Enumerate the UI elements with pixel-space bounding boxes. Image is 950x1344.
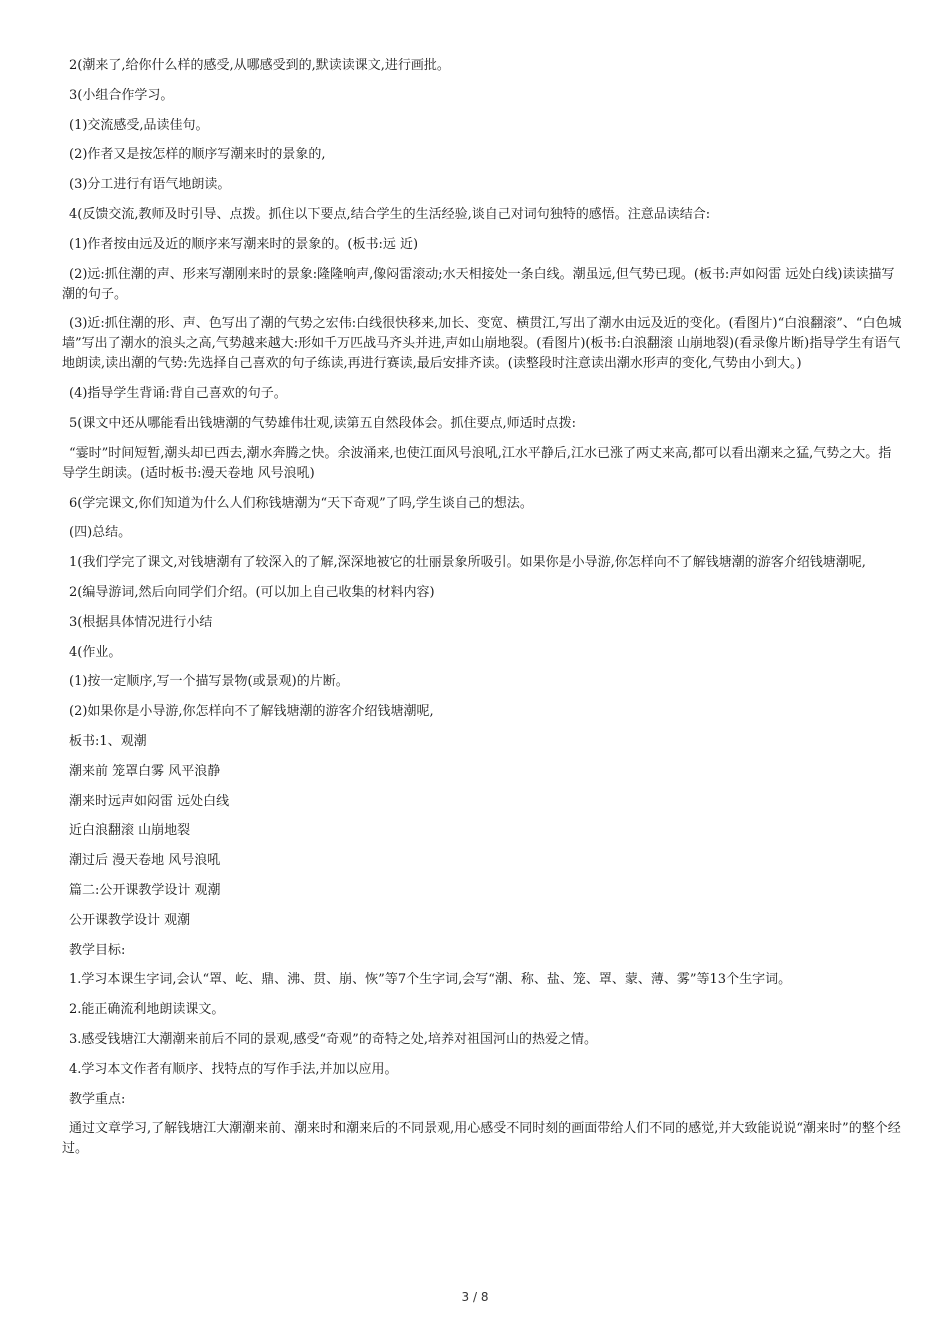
paragraph-5: (3)分工进行有语气地朗读。 [69, 177, 231, 193]
lesson-plan-title: 公开课教学设计 观潮 [69, 912, 191, 928]
paragraph-1: 2(潮来了,给你什么样的感受,从哪感受到的,默读读课文,进行画批。 [69, 58, 450, 73]
paragraph-7: (1)作者按由远及近的顺序来写潮来时的景象的。(板书:远 近) [69, 236, 419, 252]
objective-3: 3.感受钱塘江大潮潮来前后不同的景观,感受“奇观”的奇特之处,培养对祖国河山的热爱之情。 [69, 1031, 597, 1047]
paragraph-4: (2)作者又是按怎样的顺序写潮来时的景象的, [69, 147, 326, 163]
paragraph-16: 2(编导游词,然后向同学们介绍。(可以加上自己收集的材料内容) [69, 584, 435, 600]
paragraph-9: (3)近:抓住潮的形、声、色写出了潮的气势之宏伟:白线很快移来,加长、变宽、横贯江,写出了潮水由远及近的变化。(看图片)“白浪翻滚”、“白色城墙”写出了潮水的浪头之高,气势越来越大:形如千万匹战马齐头并进,声如山崩地裂。(看图片)(板书:白浪翻滚 山崩地裂)(看录像片断)指导学生有语气地朗读,读出潮的气势:先选择自己喜欢的句子练读,再进行赛读,最后安排齐读。(读整段时注意读出潮水形声的变化,气势由小到大。) [62, 316, 902, 372]
key-points-text: 通过文章学习,了解钱塘江大潮潮来前、潮来时和潮来后的不同景观,用心感受不同时刻的画面带给人们不同的感觉,并大致能说说“潮来时”的整个经过。 [62, 1121, 901, 1157]
section-heading-summary: (四)总结。 [69, 525, 132, 541]
paragraph-2: 3(小组合作学习。 [69, 87, 174, 103]
paragraph-17: 3(根据具体情况进行小结 [69, 614, 213, 630]
paragraph-20: (2)如果你是小导游,你怎样向不了解钱塘潮的游客介绍钱塘潮呢, [69, 704, 434, 720]
board-notes-line-3: 近白浪翻滚 山崩地裂 [69, 823, 191, 839]
board-notes-line-1: 潮来前 笼罩白雾 风平浪静 [69, 763, 221, 779]
document-body [62, 56, 902, 1169]
paragraph-3: (1)交流感受,品读佳句。 [69, 117, 209, 133]
board-notes-line-2: 潮来时远声如闷雷 远处白线 [69, 793, 230, 809]
paragraph-13: 6(学完课文,你们知道为什么人们称钱塘潮为“天下奇观”了吗,学生谈自己的想法。 [69, 495, 533, 511]
page-number: 3 / 8 [461, 1290, 489, 1304]
objective-2: 2.能正确流利地朗读课文。 [69, 1002, 225, 1018]
paragraph-15: 1(我们学完了课文,对钱塘潮有了较深入的了解,深深地被它的壮丽景象所吸引。如果你是小导游,你怎样向不了解钱塘潮的游客介绍钱塘潮呢, [69, 555, 866, 571]
paragraph-10: (4)指导学生背诵:背自己喜欢的句子。 [69, 386, 287, 402]
board-notes-line-4: 潮过后 漫天卷地 风号浪吼 [69, 853, 221, 869]
objectives-heading: 教学目标: [69, 942, 126, 958]
objective-1: 1.学习本课生字词,会认“罩、屹、鼎、沸、贯、崩、恢”等7个生字词,会写“潮、称、盐、笼、罩、蒙、薄、雾”等13个生字词。 [69, 972, 792, 988]
paragraph-19: (1)按一定顺序,写一个描写景物(或景观)的片断。 [69, 674, 349, 690]
key-points-heading: 教学重点: [69, 1091, 126, 1107]
board-notes-title: 板书:1、观潮 [69, 733, 147, 749]
section-heading-part2: 篇二:公开课教学设计 观潮 [69, 882, 221, 898]
paragraph-12: “霎时”时间短暂,潮头却已西去,潮水奔腾之快。余波涌来,也使江面风号浪吼,江水平静后,江水已涨了两丈来高,都可以看出潮来之猛,气势之大。指导学生朗读。(适时板书:漫天卷地 风号浪吼) [62, 445, 892, 481]
paragraph-18: 4(作业。 [69, 644, 122, 660]
paragraph-6: 4(反馈交流,教师及时引导、点拨。抓住以下要点,结合学生的生活经验,谈自己对词句独特的感悟。注意品读结合: [69, 206, 711, 222]
paragraph-11: 5(课文中还从哪能看出钱塘潮的气势雄伟壮观,读第五自然段体会。抓住要点,师适时点拨: [69, 415, 576, 431]
objective-4: 4.学习本文作者有顺序、找特点的写作手法,并加以应用。 [69, 1061, 398, 1077]
paragraph-8: (2)远:抓住潮的声、形来写潮刚来时的景象:隆隆响声,像闷雷滚动;水天相接处一条白线。潮虽远,但气势已现。(板书:声如闷雷 远处白线)读读描写潮的句子。 [62, 266, 895, 302]
